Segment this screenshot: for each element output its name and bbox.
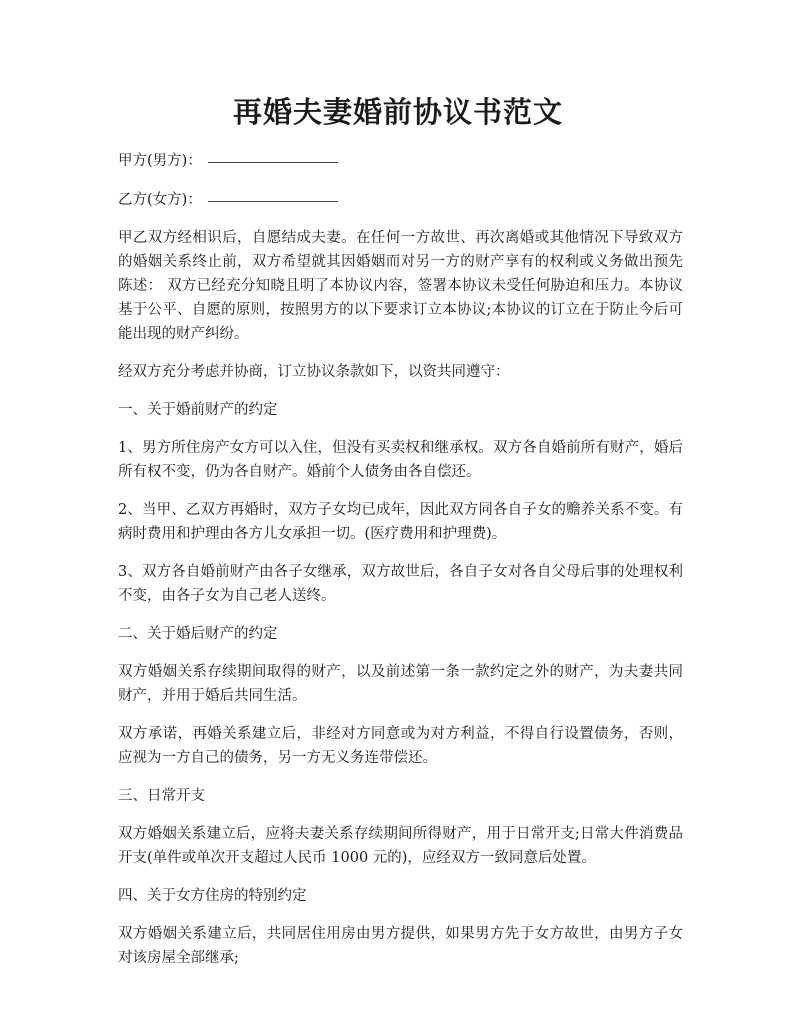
clause-1-2: 2、当甲、乙双方再婚时，双方子女均已成年，因此双方同各自子女的赡养关系不变。有病时费用和护理由各方儿女承担一切。(医疗费用和护理费)。	[118, 502, 683, 542]
clause-3-1: 双方婚姻关系建立后，应将夫妻关系存续期间所得财产，用于日常开支;日常大件消费品开支(单件或单次开支超过人民币 1000 元的)，应经双方一致同意后处置。	[118, 826, 683, 866]
section-heading-postmarital: 二、关于婚后财产的约定	[118, 626, 278, 642]
clause-2-1: 双方婚姻关系存续期间取得的财产，以及前述第一条一款约定之外的财产，为夫妻共同财产，并用于婚后共同生活。	[118, 664, 683, 704]
party-b-field	[118, 187, 683, 212]
document-title: 再婚夫妻婚前协议书范文	[232, 95, 563, 129]
section-heading-premarital: 一、关于婚前财产的约定	[118, 402, 278, 418]
party-b-blank-line	[208, 185, 338, 202]
paragraph-intro-terms: 经双方充分考虑并协商，订立协议条款如下，以资共同遵守：	[118, 364, 510, 380]
clause-2-2: 双方承诺，再婚关系建立后，非经对方同意或为对方利益，不得自行设置债务，否则，应视为一方自己的债务，另一方无义务连带偿还。	[118, 726, 683, 766]
section-heading-daily-expenses: 三、日常开支	[118, 788, 205, 804]
clause-1-1: 1、男方所住房产女方可以入住，但没有买卖权和继承权。双方各自婚前所有财产，婚后所有权不变，仍为各自财产。婚前个人债务由各自偿还。	[118, 440, 683, 480]
party-a-field	[118, 148, 683, 173]
clause-1-3: 3、双方各自婚前财产由各子女继承，双方故世后，各自子女对各自父母后事的处理权利不变，由各子女为自己老人送终。	[118, 564, 683, 604]
clause-4-1: 双方婚姻关系建立后，共同居住用房由男方提供，如果男方先于女方故世，由男方子女对该房屋全部继承;	[118, 926, 683, 966]
section-heading-housing: 四、关于女方住房的特别约定	[118, 888, 307, 904]
party-a-label: 甲方(男方)：	[118, 153, 202, 169]
party-a-blank-line	[208, 146, 338, 163]
party-b-label: 乙方(女方)：	[118, 192, 202, 208]
paragraph-preamble: 甲乙双方经相识后，自愿结成夫妻。在任何一方故世、再次离婚或其他情况下导致双方的婚姻关系终止前，双方希望就其因婚姻而对另一方的财产享有的权利或义务做出预先陈述： 双方已经充分知晓且明了本协议内容，签署本协议未受任何胁迫和压力。本协议基于公平、自愿的原则，按照男方的以下要求订立本协议;本协议的订立在于防止今后可能出现的财产纠纷。	[118, 230, 683, 342]
document-body	[118, 148, 683, 984]
